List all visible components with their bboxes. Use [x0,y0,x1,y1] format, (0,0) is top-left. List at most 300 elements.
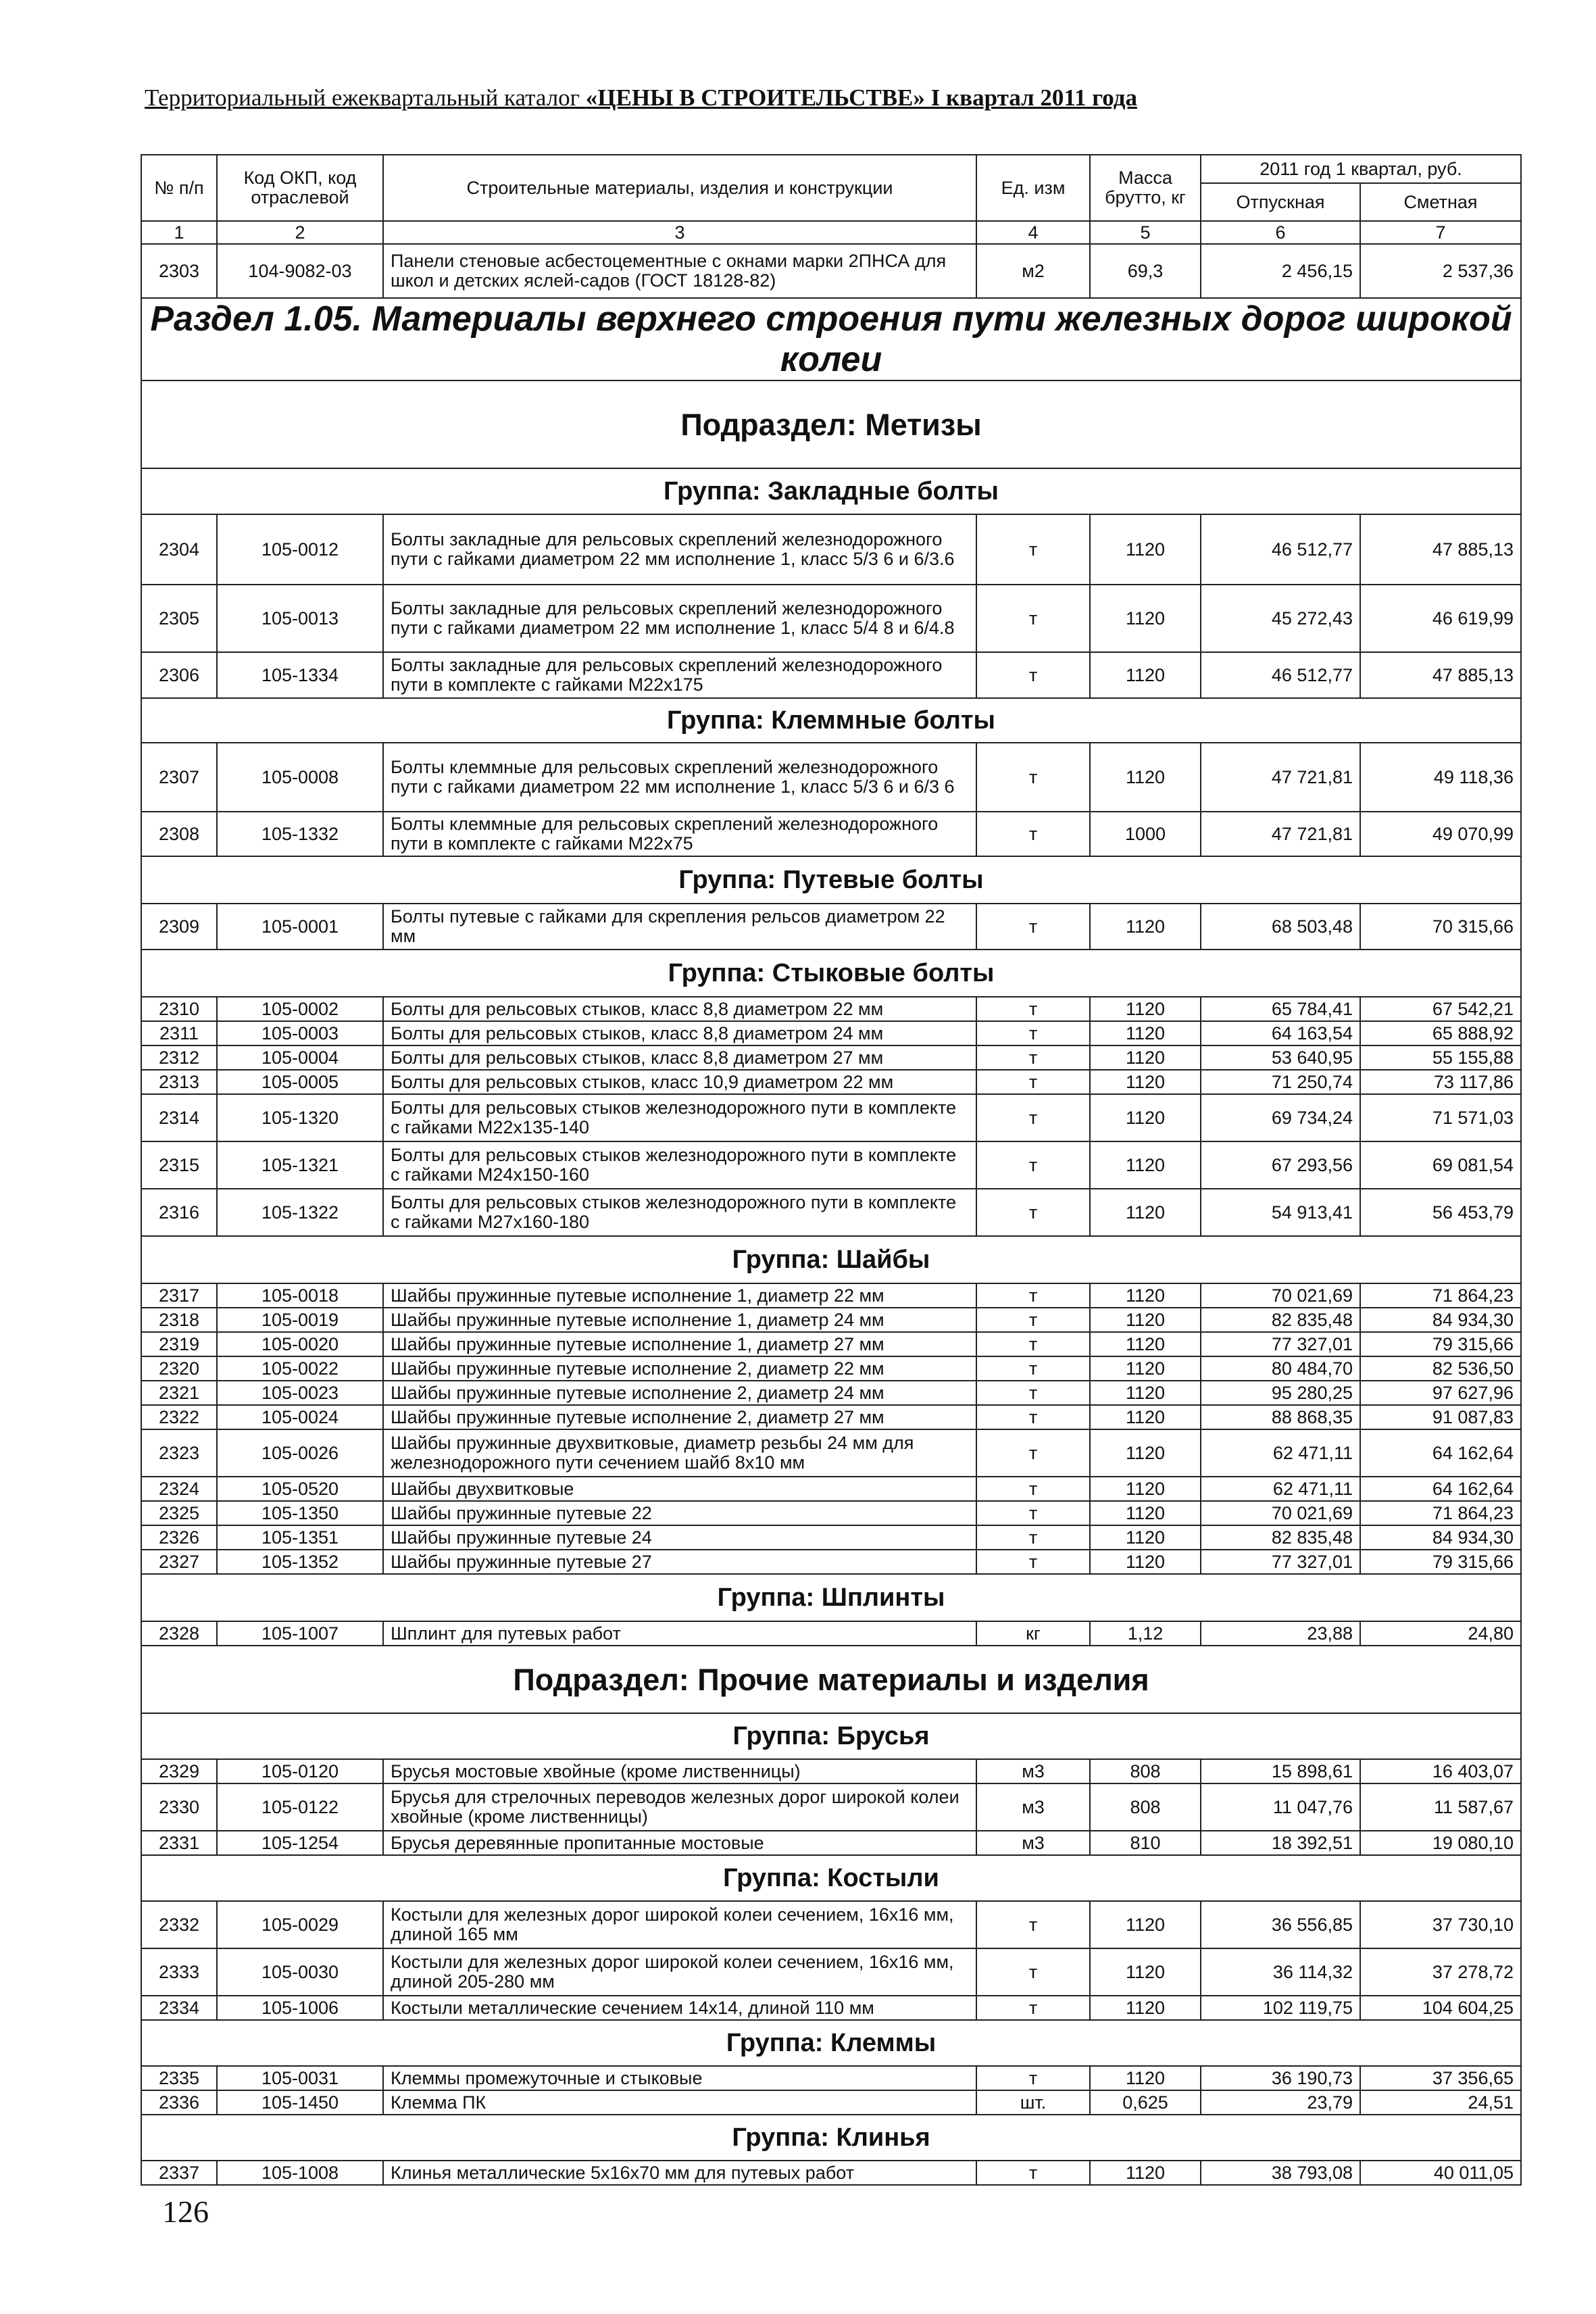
row-estimate-price: 37 730,10 [1360,1901,1521,1948]
table-row [141,1094,1521,1141]
row-number: 2317 [141,1283,217,1308]
table-row [141,1189,1521,1236]
row-unit: т [976,1356,1090,1381]
row-estimate-price: 64 162,64 [1360,1477,1521,1501]
row-name: Шайбы пружинные путевые исполнение 2, диаметр 22 мм [383,1356,976,1381]
row-code: 105-1352 [217,1550,383,1574]
column-number: 4 [976,221,1090,244]
row-unit: т [976,1477,1090,1501]
table-row [141,1332,1521,1356]
row-number: 2307 [141,743,217,812]
row-mass: 1120 [1090,997,1201,1021]
row-name: Шайбы пружинные путевые 22 [383,1501,976,1525]
row-number: 2329 [141,1759,217,1783]
row-estimate-price: 65 888,92 [1360,1021,1521,1045]
subsection-title: Подраздел: Прочие материалы и изделия [141,1646,1521,1713]
row-number: 2303 [141,244,217,298]
column-number: 6 [1201,221,1360,244]
group-row [141,698,1521,743]
row-number: 2337 [141,2161,217,2185]
row-release-price: 95 280,25 [1201,1381,1360,1405]
price-table [141,154,1522,2186]
row-number: 2311 [141,1021,217,1045]
row-mass: 1120 [1090,1381,1201,1405]
catalog-header-prefix: Территориальный ежеквартальный каталог [145,84,586,111]
row-estimate-price: 2 537,36 [1360,244,1521,298]
table-row [141,2161,1521,2185]
row-code: 105-0001 [217,904,383,950]
row-release-price: 11 047,76 [1201,1783,1360,1831]
row-code: 105-0520 [217,1477,383,1501]
row-unit: т [976,514,1090,585]
col-num-header: № п/п [141,155,217,221]
row-estimate-price: 24,80 [1360,1621,1521,1646]
row-mass: 1120 [1090,1948,1201,1996]
row-name: Панели стеновые асбестоцементные с окнами марки 2ПНСА для школ и детских яслей-садов (ГОСТ 18128-82) [383,244,976,298]
row-unit: т [976,1308,1090,1332]
row-estimate-price: 37 278,72 [1360,1948,1521,1996]
row-release-price: 62 471,11 [1201,1477,1360,1501]
row-release-price: 23,88 [1201,1621,1360,1646]
row-release-price: 36 190,73 [1201,2066,1360,2090]
table-row [141,812,1521,856]
table-row [141,904,1521,950]
row-code: 105-0026 [217,1429,383,1477]
page-number: 126 [162,2194,209,2229]
row-unit: т [976,1283,1090,1308]
row-estimate-price: 47 885,13 [1360,652,1521,698]
col-code-header: Код ОКП, код отраслевой [217,155,383,221]
table-row [141,585,1521,652]
row-number: 2314 [141,1094,217,1141]
row-estimate-price: 84 934,30 [1360,1308,1521,1332]
row-mass: 1120 [1090,1141,1201,1189]
table-row [141,1948,1521,1996]
table-row [141,244,1521,298]
row-code: 105-1350 [217,1501,383,1525]
row-code: 105-0018 [217,1283,383,1308]
row-unit: т [976,1189,1090,1236]
group-row [141,856,1521,904]
row-number: 2308 [141,812,217,856]
row-name: Костыли для железных дорог широкой колеи сечением, 16х16 мм, длиной 165 мм [383,1901,976,1948]
row-number: 2332 [141,1901,217,1948]
table-row [141,1501,1521,1525]
row-mass: 1120 [1090,1094,1201,1141]
group-row [141,1236,1521,1283]
row-number: 2327 [141,1550,217,1574]
group-row [141,468,1521,514]
row-unit: т [976,1525,1090,1550]
table-row [141,1621,1521,1646]
row-unit: т [976,1948,1090,1996]
group-row [141,2115,1521,2161]
row-unit: кг [976,1621,1090,1646]
group-title: Группа: Брусья [141,1713,1521,1759]
row-mass: 1000 [1090,812,1201,856]
row-release-price: 82 835,48 [1201,1525,1360,1550]
row-release-price: 47 721,81 [1201,743,1360,812]
row-name: Шайбы пружинные путевые исполнение 1, диаметр 27 мм [383,1332,976,1356]
row-name: Клеммы промежуточные и стыковые [383,2066,976,2090]
row-name: Болты закладные для рельсовых скреплений железнодорожного пути в комплекте с гайками М22х175 [383,652,976,698]
row-estimate-price: 47 885,13 [1360,514,1521,585]
group-title: Группа: Шайбы [141,1236,1521,1283]
row-unit: т [976,1141,1090,1189]
table-row [141,514,1521,585]
row-number: 2312 [141,1045,217,1070]
row-mass: 1120 [1090,1070,1201,1094]
row-number: 2304 [141,514,217,585]
row-release-price: 77 327,01 [1201,1332,1360,1356]
row-name: Болты для рельсовых стыков, класс 8,8 диаметром 24 мм [383,1021,976,1045]
row-estimate-price: 49 118,36 [1360,743,1521,812]
row-number: 2322 [141,1405,217,1429]
table-row [141,1831,1521,1855]
group-title: Группа: Путевые болты [141,856,1521,904]
row-mass: 1120 [1090,2161,1201,2185]
row-release-price: 64 163,54 [1201,1021,1360,1045]
table-row [141,1996,1521,2020]
row-mass: 1120 [1090,1021,1201,1045]
table-row [141,1901,1521,1948]
row-code: 105-0004 [217,1045,383,1070]
table-row [141,1070,1521,1094]
row-code: 105-0024 [217,1405,383,1429]
row-mass: 808 [1090,1759,1201,1783]
row-unit: т [976,997,1090,1021]
row-unit: м3 [976,1759,1090,1783]
row-release-price: 46 512,77 [1201,652,1360,698]
row-mass: 808 [1090,1783,1201,1831]
table-row [141,2090,1521,2115]
row-number: 2326 [141,1525,217,1550]
row-unit: т [976,1094,1090,1141]
row-mass: 1120 [1090,652,1201,698]
col-release-header: Отпускная [1201,183,1360,221]
row-estimate-price: 49 070,99 [1360,812,1521,856]
row-mass: 1120 [1090,1308,1201,1332]
row-release-price: 45 272,43 [1201,585,1360,652]
row-code: 105-0002 [217,997,383,1021]
group-title: Группа: Шплинты [141,1574,1521,1621]
row-estimate-price: 40 011,05 [1360,2161,1521,2185]
row-mass: 1120 [1090,1525,1201,1550]
group-row [141,1855,1521,1901]
subsection-row [141,380,1521,468]
row-mass: 1,12 [1090,1621,1201,1646]
row-name: Болты клеммные для рельсовых скреплений железнодорожного пути в комплекте с гайками М22х75 [383,812,976,856]
group-row [141,2020,1521,2066]
section-row [141,298,1521,380]
row-number: 2310 [141,997,217,1021]
row-release-price: 77 327,01 [1201,1550,1360,1574]
column-number-row [141,221,1521,244]
row-unit: т [976,2066,1090,2090]
row-name: Болты для рельсовых стыков, класс 10,9 диаметром 22 мм [383,1070,976,1094]
row-estimate-price: 67 542,21 [1360,997,1521,1021]
row-release-price: 36 114,32 [1201,1948,1360,1996]
row-release-price: 69 734,24 [1201,1094,1360,1141]
col-name-header: Строительные материалы, изделия и конструкции [383,155,976,221]
row-name: Шайбы пружинные путевые исполнение 1, диаметр 24 мм [383,1308,976,1332]
row-name: Шплинт для путевых работ [383,1621,976,1646]
row-code: 105-1334 [217,652,383,698]
row-number: 2313 [141,1070,217,1094]
row-name: Брусья деревянные пропитанные мостовые [383,1831,976,1855]
table-row [141,1045,1521,1070]
table-row [141,1783,1521,1831]
table-row [141,1356,1521,1381]
table-row [141,1477,1521,1501]
row-name: Болты для рельсовых стыков железнодорожного пути в комплекте с гайками М24х150-160 [383,1141,976,1189]
row-mass: 1120 [1090,2066,1201,2090]
row-name: Шайбы пружинные двухвитковые, диаметр резьбы 24 мм для железнодорожного пути сечением шайб 8х10 мм [383,1429,976,1477]
row-code: 105-1321 [217,1141,383,1189]
row-code: 105-1351 [217,1525,383,1550]
row-estimate-price: 82 536,50 [1360,1356,1521,1381]
row-release-price: 88 868,35 [1201,1405,1360,1429]
row-name: Клемма ПК [383,2090,976,2115]
row-number: 2315 [141,1141,217,1189]
row-name: Болты закладные для рельсовых скреплений железнодорожного пути с гайками диаметром 22 мм исполнение 1, класс 5/3 6 и 6/3.6 [383,514,976,585]
row-mass: 1120 [1090,514,1201,585]
catalog-header-title: «ЦЕНЫ В СТРОИТЕЛЬСТВЕ» I квартал 2011 года [585,84,1137,111]
row-code: 105-0120 [217,1759,383,1783]
row-mass: 1120 [1090,1477,1201,1501]
row-unit: т [976,652,1090,698]
row-release-price: 47 721,81 [1201,812,1360,856]
group-title: Группа: Костыли [141,1855,1521,1901]
row-estimate-price: 24,51 [1360,2090,1521,2115]
row-number: 2306 [141,652,217,698]
row-code: 105-0008 [217,743,383,812]
row-mass: 1120 [1090,1501,1201,1525]
row-release-price: 82 835,48 [1201,1308,1360,1332]
row-release-price: 70 021,69 [1201,1501,1360,1525]
row-mass: 0,625 [1090,2090,1201,2115]
row-code: 105-1008 [217,2161,383,2185]
row-release-price: 70 021,69 [1201,1283,1360,1308]
row-code: 105-0012 [217,514,383,585]
row-code: 105-1450 [217,2090,383,2115]
group-title: Группа: Стыковые болты [141,950,1521,997]
column-number: 7 [1360,221,1521,244]
table-row [141,1308,1521,1332]
row-unit: т [976,585,1090,652]
group-title: Группа: Клеммы [141,2020,1521,2066]
column-number: 3 [383,221,976,244]
row-number: 2319 [141,1332,217,1356]
row-name: Болты для рельсовых стыков, класс 8,8 диаметром 22 мм [383,997,976,1021]
row-number: 2333 [141,1948,217,1996]
row-unit: шт. [976,2090,1090,2115]
row-estimate-price: 55 155,88 [1360,1045,1521,1070]
row-name: Шайбы пружинные путевые 27 [383,1550,976,1574]
row-name: Костыли для железных дорог широкой колеи сечением, 16х16 мм, длиной 205-280 мм [383,1948,976,1996]
row-unit: т [976,1901,1090,1948]
row-unit: т [976,1996,1090,2020]
row-number: 2325 [141,1501,217,1525]
row-estimate-price: 79 315,66 [1360,1332,1521,1356]
table-row [141,743,1521,812]
row-release-price: 38 793,08 [1201,2161,1360,2185]
row-unit: т [976,1405,1090,1429]
row-estimate-price: 37 356,65 [1360,2066,1521,2090]
row-release-price: 67 293,56 [1201,1141,1360,1189]
row-release-price: 71 250,74 [1201,1070,1360,1094]
table-row [141,997,1521,1021]
row-number: 2320 [141,1356,217,1381]
table-header-row [141,155,1521,183]
row-code: 105-1254 [217,1831,383,1855]
row-estimate-price: 69 081,54 [1360,1141,1521,1189]
row-number: 2321 [141,1381,217,1405]
row-release-price: 54 913,41 [1201,1189,1360,1236]
row-estimate-price: 19 080,10 [1360,1831,1521,1855]
row-release-price: 15 898,61 [1201,1759,1360,1783]
row-mass: 810 [1090,1831,1201,1855]
row-release-price: 65 784,41 [1201,997,1360,1021]
row-name: Шайбы пружинные путевые исполнение 2, диаметр 27 мм [383,1405,976,1429]
row-estimate-price: 91 087,83 [1360,1405,1521,1429]
row-mass: 1120 [1090,1429,1201,1477]
row-code: 105-0020 [217,1332,383,1356]
group-title: Группа: Клеммные болты [141,698,1521,743]
row-number: 2305 [141,585,217,652]
row-unit: м2 [976,244,1090,298]
row-code: 105-1006 [217,1996,383,2020]
row-estimate-price: 56 453,79 [1360,1189,1521,1236]
table-row [141,1429,1521,1477]
row-code: 105-1322 [217,1189,383,1236]
row-name: Болты закладные для рельсовых скреплений железнодорожного пути с гайками диаметром 22 мм исполнение 1, класс 5/4 8 и 6/4.8 [383,585,976,652]
row-release-price: 53 640,95 [1201,1045,1360,1070]
col-estimate-header: Сметная [1360,183,1521,221]
row-number: 2331 [141,1831,217,1855]
row-code: 105-0022 [217,1356,383,1381]
row-name: Болты путевые с гайками для скрепления рельсов диаметром 22 мм [383,904,976,950]
row-estimate-price: 73 117,86 [1360,1070,1521,1094]
col-unit-header: Ед. изм [976,155,1090,221]
row-code: 105-0029 [217,1901,383,1948]
row-name: Брусья для стрелочных переводов железных дорог широкой колеи хвойные (кроме лиственницы) [383,1783,976,1831]
column-number: 2 [217,221,383,244]
table-row [141,1381,1521,1405]
row-mass: 1120 [1090,743,1201,812]
row-name: Шайбы пружинные путевые исполнение 1, диаметр 22 мм [383,1283,976,1308]
subsection-row [141,1646,1521,1713]
row-mass: 1120 [1090,1356,1201,1381]
row-code: 105-0031 [217,2066,383,2090]
section-title: Раздел 1.05. Материалы верхнего строения пути железных дорог широкой колеи [141,298,1521,380]
row-unit: т [976,1070,1090,1094]
group-row [141,950,1521,997]
row-unit: т [976,812,1090,856]
group-row [141,1713,1521,1759]
row-unit: т [976,1501,1090,1525]
table-row [141,1525,1521,1550]
group-row [141,1574,1521,1621]
row-number: 2324 [141,1477,217,1501]
col-period-header: 2011 год 1 квартал, руб. [1201,155,1521,183]
table-row [141,2066,1521,2090]
row-number: 2323 [141,1429,217,1477]
row-estimate-price: 104 604,25 [1360,1996,1521,2020]
row-estimate-price: 79 315,66 [1360,1550,1521,1574]
row-release-price: 46 512,77 [1201,514,1360,585]
row-number: 2330 [141,1783,217,1831]
row-release-price: 102 119,75 [1201,1996,1360,2020]
row-release-price: 68 503,48 [1201,904,1360,950]
row-code: 105-1320 [217,1094,383,1141]
row-estimate-price: 46 619,99 [1360,585,1521,652]
row-unit: т [976,1332,1090,1356]
row-mass: 1120 [1090,904,1201,950]
row-code: 105-0122 [217,1783,383,1831]
subsection-title: Подраздел: Метизы [141,380,1521,468]
row-estimate-price: 70 315,66 [1360,904,1521,950]
row-number: 2334 [141,1996,217,2020]
row-code: 105-0030 [217,1948,383,1996]
row-release-price: 36 556,85 [1201,1901,1360,1948]
column-number: 1 [141,221,217,244]
row-release-price: 2 456,15 [1201,244,1360,298]
row-mass: 1120 [1090,1405,1201,1429]
row-name: Болты для рельсовых стыков железнодорожного пути в комплекте с гайками М27х160-180 [383,1189,976,1236]
row-unit: т [976,904,1090,950]
table-row [141,1283,1521,1308]
row-code: 105-0003 [217,1021,383,1045]
row-mass: 1120 [1090,1189,1201,1236]
row-code: 104-9082-03 [217,244,383,298]
row-release-price: 18 392,51 [1201,1831,1360,1855]
row-unit: т [976,2161,1090,2185]
row-release-price: 80 484,70 [1201,1356,1360,1381]
table-row [141,1141,1521,1189]
row-code: 105-0013 [217,585,383,652]
row-estimate-price: 97 627,96 [1360,1381,1521,1405]
row-release-price: 23,79 [1201,2090,1360,2115]
row-mass: 1120 [1090,1045,1201,1070]
row-release-price: 62 471,11 [1201,1429,1360,1477]
row-name: Шайбы двухвитковые [383,1477,976,1501]
table-body [141,244,1521,2185]
catalog-header [145,84,1226,112]
row-estimate-price: 71 864,23 [1360,1283,1521,1308]
row-number: 2318 [141,1308,217,1332]
table-row [141,1021,1521,1045]
row-name: Болты для рельсовых стыков железнодорожного пути в комплекте с гайками М22х135-140 [383,1094,976,1141]
row-unit: м3 [976,1783,1090,1831]
row-mass: 1120 [1090,1996,1201,2020]
row-number: 2336 [141,2090,217,2115]
row-unit: т [976,1045,1090,1070]
row-estimate-price: 16 403,07 [1360,1759,1521,1783]
table-row [141,1550,1521,1574]
row-name: Шайбы пружинные путевые исполнение 2, диаметр 24 мм [383,1381,976,1405]
table-row [141,1759,1521,1783]
table-row [141,1405,1521,1429]
row-code: 105-0023 [217,1381,383,1405]
row-number: 2316 [141,1189,217,1236]
row-estimate-price: 84 934,30 [1360,1525,1521,1550]
row-unit: т [976,1381,1090,1405]
row-estimate-price: 11 587,67 [1360,1783,1521,1831]
row-unit: т [976,743,1090,812]
row-unit: м3 [976,1831,1090,1855]
row-name: Болты для рельсовых стыков, класс 8,8 диаметром 27 мм [383,1045,976,1070]
